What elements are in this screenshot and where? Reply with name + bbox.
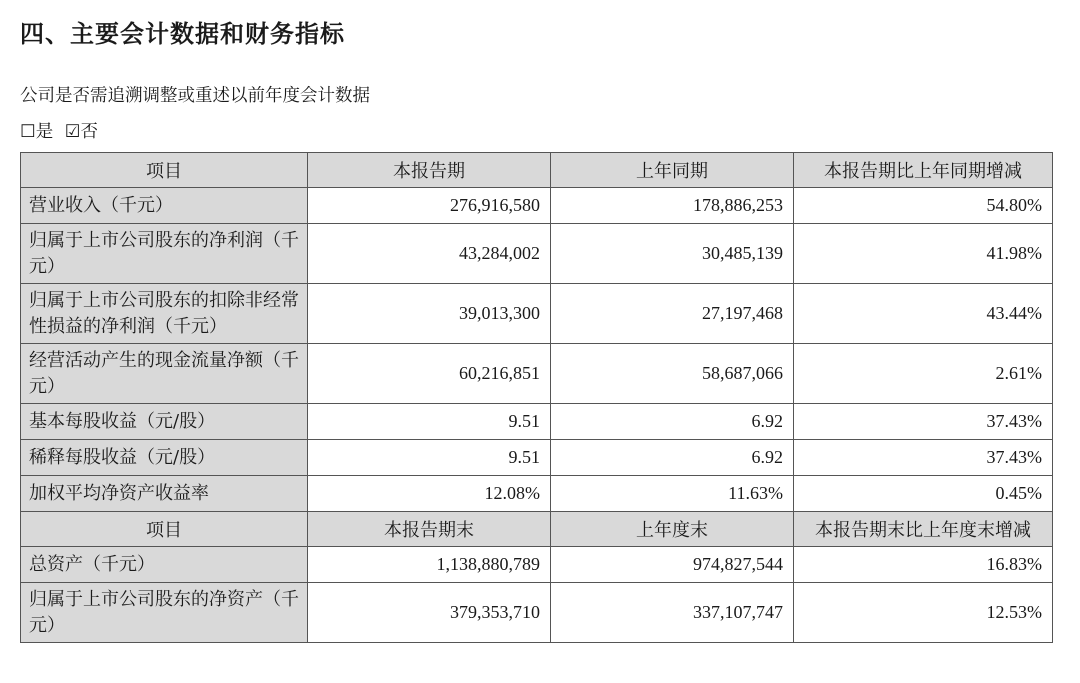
cell-change: 2.61% [794, 344, 1053, 404]
restatement-options [20, 118, 104, 143]
header-prior-period: 上年同期 [551, 153, 794, 188]
cell-change: 37.43% [794, 404, 1053, 440]
header-item: 项目 [21, 153, 308, 188]
cell-prior: 6.92 [551, 404, 794, 440]
table-row [21, 547, 1053, 583]
cell-current: 39,013,300 [308, 284, 551, 344]
table-subheader-row [21, 512, 1053, 547]
option-no[interactable]: ☑否 [64, 122, 98, 142]
cell-prior: 337,107,747 [551, 583, 794, 643]
header-change: 本报告期比上年同期增减 [794, 153, 1053, 188]
cell-change: 54.80% [794, 188, 1053, 224]
cell-change: 16.83% [794, 547, 1053, 583]
section-heading: 四、主要会计数据和财务指标 [20, 20, 345, 48]
cell-prior: 11.63% [551, 476, 794, 512]
cell-current: 379,353,710 [308, 583, 551, 643]
header-current-period: 本报告期 [308, 153, 551, 188]
row-label: 归属于上市公司股东的扣除非经常性损益的净利润（千元） [21, 284, 308, 344]
cell-change: 37.43% [794, 440, 1053, 476]
table-row [21, 344, 1053, 404]
row-label: 归属于上市公司股东的净资产（千元） [21, 583, 308, 643]
row-label: 稀释每股收益（元/股） [21, 440, 308, 476]
cell-change: 0.45% [794, 476, 1053, 512]
cell-change: 41.98% [794, 224, 1053, 284]
option-yes[interactable]: ☐是 [20, 122, 54, 142]
table-row [21, 583, 1053, 643]
table-row [21, 224, 1053, 284]
cell-current: 9.51 [308, 440, 551, 476]
row-label: 基本每股收益（元/股） [21, 404, 308, 440]
cell-prior: 58,687,066 [551, 344, 794, 404]
cell-change: 43.44% [794, 284, 1053, 344]
table-header-row [21, 153, 1053, 188]
cell-prior: 30,485,139 [551, 224, 794, 284]
cell-current: 60,216,851 [308, 344, 551, 404]
table-row [21, 284, 1053, 344]
financial-data-table [20, 152, 1053, 643]
table-row [21, 188, 1053, 224]
cell-prior: 178,886,253 [551, 188, 794, 224]
cell-current: 276,916,580 [308, 188, 551, 224]
header-prior-year-end: 上年度末 [551, 512, 794, 547]
row-label: 总资产（千元） [21, 547, 308, 583]
table-row [21, 404, 1053, 440]
cell-prior: 974,827,544 [551, 547, 794, 583]
row-label: 经营活动产生的现金流量净额（千元） [21, 344, 308, 404]
table-row [21, 440, 1053, 476]
row-label: 营业收入（千元） [21, 188, 308, 224]
cell-current: 9.51 [308, 404, 551, 440]
header-item: 项目 [21, 512, 308, 547]
cell-current: 43,284,002 [308, 224, 551, 284]
header-period-end: 本报告期末 [308, 512, 551, 547]
cell-current: 12.08% [308, 476, 551, 512]
row-label: 加权平均净资产收益率 [21, 476, 308, 512]
row-label: 归属于上市公司股东的净利润（千元） [21, 224, 308, 284]
cell-prior: 27,197,468 [551, 284, 794, 344]
restatement-question: 公司是否需追溯调整或重述以前年度会计数据 [20, 86, 370, 106]
cell-current: 1,138,880,789 [308, 547, 551, 583]
cell-change: 12.53% [794, 583, 1053, 643]
table-row [21, 476, 1053, 512]
cell-prior: 6.92 [551, 440, 794, 476]
header-change: 本报告期末比上年度末增减 [794, 512, 1053, 547]
